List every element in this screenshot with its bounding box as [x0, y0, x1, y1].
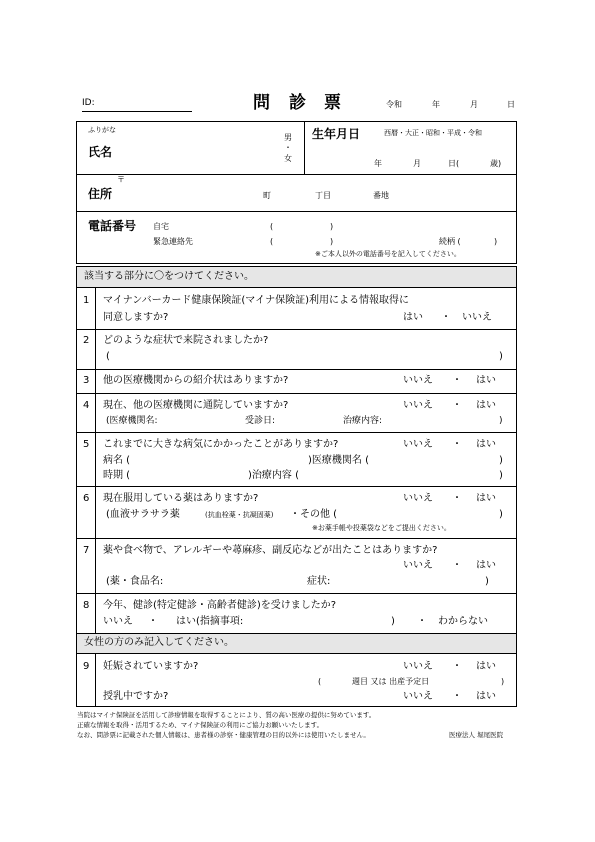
- instructions-heading: 該当する部分に〇をつけてください。: [84, 271, 254, 282]
- q4-facility: (医療機関名:: [106, 416, 158, 426]
- q7-text: 薬や食べ物で、アレルギーや蕁麻疹、副反応などが出たことはありますか?: [103, 545, 438, 556]
- q3-number: 3: [83, 375, 90, 386]
- q4-no[interactable]: いいえ: [403, 400, 433, 411]
- title-char-3: 票: [324, 93, 341, 113]
- q8-yes-detail[interactable]: はい(指摘事項:: [176, 616, 244, 627]
- phone-home-close: ): [330, 222, 334, 231]
- q8-dot-2: ・: [417, 616, 427, 627]
- row-divider: [76, 653, 517, 654]
- q2-number: 2: [83, 335, 90, 346]
- q3-yes[interactable]: はい: [476, 375, 496, 386]
- id-input-line[interactable]: [82, 111, 192, 112]
- row-divider: [76, 486, 517, 487]
- birth-age: 歳): [490, 159, 502, 168]
- relation-close: ): [494, 237, 498, 246]
- id-label: ID:: [82, 98, 95, 108]
- phone-home-label: 自宅: [153, 222, 169, 231]
- row-divider: [76, 593, 517, 594]
- q8-dot-1: ・: [148, 616, 158, 627]
- phone-label: 電話番号: [88, 219, 137, 233]
- q8-text: 今年、健診(特定健診・高齢者健診)を受けましたか?: [103, 600, 337, 611]
- address-town: 町: [263, 191, 271, 200]
- name-label: 氏名: [88, 145, 113, 159]
- row-divider: [76, 633, 517, 634]
- relation-label: 続柄 (: [439, 237, 461, 246]
- date-day: 日: [507, 100, 515, 109]
- q5-period: 時期 (: [103, 470, 131, 481]
- q5-number: 5: [83, 439, 90, 450]
- q6-yes[interactable]: はい: [476, 493, 496, 504]
- q6-note: ※お薬手帳や投薬袋などをご提出ください。: [312, 524, 451, 532]
- date-year: 年: [432, 100, 440, 109]
- q9-open: (: [318, 677, 322, 686]
- q3-text: 他の医療機関からの紹介状はありますか?: [103, 375, 289, 386]
- row-divider: [76, 393, 517, 394]
- q8-unknown[interactable]: わからない: [438, 616, 488, 627]
- sex-dot: ・: [284, 143, 292, 152]
- phone-note: ※ご本人以外の電話番号を記入してください。: [315, 250, 461, 258]
- q9-no-2[interactable]: いいえ: [403, 691, 433, 702]
- q9-dot-2: ・: [452, 691, 462, 702]
- q9-yes-2[interactable]: はい: [476, 691, 496, 702]
- address-banchi: 番地: [373, 191, 389, 200]
- q2-text: どのような症状で来院されましたか?: [103, 335, 269, 346]
- q4-close: ): [499, 416, 503, 426]
- q9-no[interactable]: いいえ: [403, 661, 433, 672]
- phone-emergency-label: 緊急連絡先: [153, 237, 193, 246]
- q5-yes[interactable]: はい: [476, 439, 496, 450]
- q6-detail-c: ・その他 (: [290, 509, 338, 520]
- q5-dot: ・: [452, 439, 462, 450]
- q7-number: 7: [83, 545, 90, 556]
- q4-visit-day: 受診日:: [245, 416, 276, 426]
- q1-yes[interactable]: はい: [403, 312, 423, 323]
- q7-dot: ・: [452, 560, 462, 571]
- number-column-divider-2: [95, 653, 96, 707]
- address-chome: 丁目: [315, 191, 331, 200]
- q1-no[interactable]: いいえ: [462, 312, 492, 323]
- q6-dot: ・: [452, 493, 462, 504]
- q6-number: 6: [83, 493, 90, 504]
- q5-facility: )医療機関名 (: [308, 455, 369, 466]
- q7-close: ): [485, 576, 489, 587]
- q9-dot: ・: [452, 661, 462, 672]
- q1-dot: ・: [441, 312, 451, 323]
- q5-close-1: ): [499, 455, 503, 466]
- q6-close: ): [499, 509, 503, 520]
- date-month: 月: [470, 100, 478, 109]
- sex-male[interactable]: 男: [284, 133, 292, 142]
- title-char-2: 診: [289, 93, 306, 113]
- title-char-1: 問: [253, 93, 270, 113]
- q3-no[interactable]: いいえ: [403, 375, 433, 386]
- q5-treatment: )治療内容 (: [248, 470, 299, 481]
- footer-line-1: 当院はマイナ保険証を活用して診療情報を取得することにより、質の高い医療の提供に努めています。: [77, 711, 376, 719]
- birth-label: 生年月日: [312, 127, 361, 141]
- row-divider: [76, 287, 517, 288]
- number-column-divider: [95, 287, 96, 633]
- q8-close: ): [391, 616, 395, 627]
- furigana-label: ふりがな: [88, 126, 116, 134]
- q6-text: 現在服用している薬はありますか?: [103, 493, 259, 504]
- q7-item: (薬・食品名:: [106, 576, 164, 587]
- birth-day: 日(: [448, 159, 460, 168]
- q9-text-2: 授乳中ですか?: [103, 691, 169, 702]
- divider-address-phone: [76, 211, 517, 212]
- female-section-heading: 女性の方のみ記入してください。: [84, 637, 234, 648]
- q5-no[interactable]: いいえ: [403, 439, 433, 450]
- birth-eras[interactable]: 西暦・大正・昭和・平成・令和: [384, 129, 482, 137]
- footer-line-3: なお、問診票に記載された個人情報は、患者様の診察・健康管理の目的以外には使用いたしません。: [77, 731, 370, 739]
- footer-line-2: 正確な情報を取得・活用するため、マイナ保険証の利用にご協力お願いいたします。: [77, 721, 324, 729]
- q9-yes[interactable]: はい: [476, 661, 496, 672]
- q4-text: 現在、他の医療機関に通院していますか?: [103, 400, 289, 411]
- q2-open: (: [106, 351, 110, 362]
- divider-name-birth: [304, 121, 305, 174]
- birth-year: 年: [374, 159, 382, 168]
- q4-treatment: 治療内容:: [343, 416, 383, 426]
- phone-emergency-open: (: [270, 237, 274, 246]
- address-label: 住所: [88, 187, 113, 201]
- postal-mark: 〒: [117, 175, 125, 184]
- q7-no[interactable]: いいえ: [403, 560, 433, 571]
- sex-female[interactable]: 女: [284, 154, 292, 163]
- phone-emergency-close: ): [330, 237, 334, 246]
- q3-dot: ・: [452, 375, 462, 386]
- q1-text-2: 同意しますか?: [103, 312, 169, 323]
- row-divider: [76, 538, 517, 539]
- q8-no[interactable]: いいえ: [103, 616, 133, 627]
- q5-text: これまでに大きな病気にかかったことがありますか?: [103, 439, 339, 450]
- row-divider: [76, 329, 517, 330]
- q1-text: マイナンバーカード健康保険証(マイナ保険証)利用による情報取得に: [103, 295, 410, 306]
- q9-weeks: 週目 又は 出産予定日: [352, 677, 430, 686]
- q9-close: ): [501, 677, 505, 686]
- q5-close-2: ): [499, 470, 503, 481]
- birth-month: 月: [413, 159, 421, 168]
- q9-number: 9: [83, 661, 90, 672]
- q4-dot: ・: [452, 400, 462, 411]
- row-divider: [76, 369, 517, 370]
- row-divider: [76, 432, 517, 433]
- q7-yes[interactable]: はい: [476, 560, 496, 571]
- q7-symptom: 症状:: [307, 576, 331, 587]
- q5-disease: 病名 (: [103, 455, 131, 466]
- q6-detail-b: (抗血栓薬・抗凝固薬): [205, 511, 274, 519]
- q2-close: ): [499, 351, 503, 362]
- clinic-name: 医療法人 堀尾医院: [449, 731, 504, 739]
- date-era: 令和: [386, 100, 402, 109]
- q9-text: 妊娠されていますか?: [103, 661, 199, 672]
- divider-name-address: [76, 174, 517, 175]
- q6-detail-a: (血液サラサラ薬: [106, 509, 180, 520]
- q4-yes[interactable]: はい: [476, 400, 496, 411]
- q4-number: 4: [83, 400, 90, 411]
- q6-no[interactable]: いいえ: [403, 493, 433, 504]
- phone-home-open: (: [270, 222, 274, 231]
- q1-number: 1: [83, 295, 90, 306]
- q8-number: 8: [83, 600, 90, 611]
